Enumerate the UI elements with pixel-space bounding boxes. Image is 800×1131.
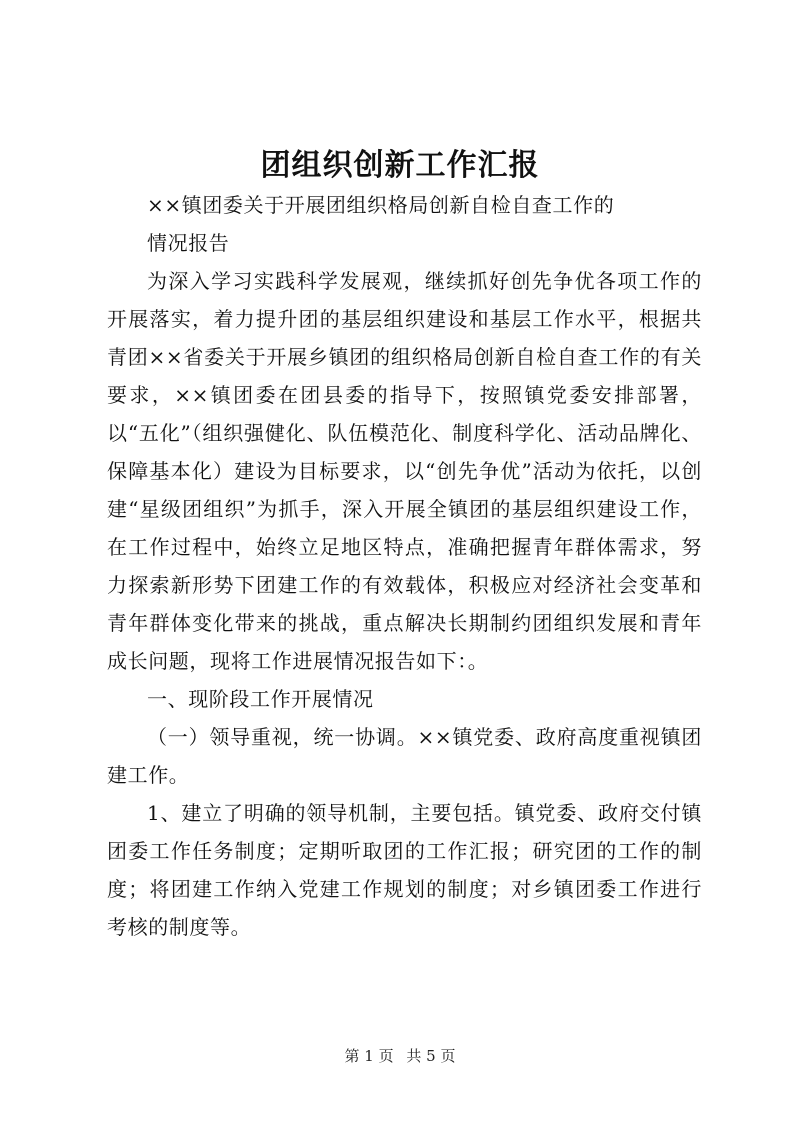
intro-paragraph: 为深入学习实践科学发展观，继续抓好创先争优各项工作的开展落实，着力提升团的基层组织建设和基层工作水平，根据共青团××省委关于开展乡镇团的组织格局创新自检自查工作的有关要求，××镇团委在团县委的指导下，按照镇党委安排部署，以“五化”（组织强健化、队伍模范化、制度科学化、活动品牌化、保障基本化）建设为目标要求，以“创先争优”活动为依托，以创建“星级团组织”为抓手，深入开展全镇团的基层组织建设工作，在工作过程中，始终立足地区特点，准确把握青年群体需求，努力探索新形势下团建工作的有效载体，积极应对经济社会变革和青年群体变化带来的挑战，重点解决长期制约团组织发展和青年成长问题，现将工作进展情况报告如下：。 (107, 269, 702, 673)
page-footer (0, 1045, 800, 1066)
section-heading: 一、现阶段工作开展情况 (147, 687, 374, 711)
page-total: 共 5 页 (406, 1047, 456, 1065)
document-title: 团组织创新工作汇报 (260, 148, 540, 183)
report-heading-line-1: ××镇团委关于开展团组织格局创新自检自查工作的 (147, 193, 615, 217)
document-body (107, 186, 702, 946)
item-paragraph: 1、建立了明确的领导机制，主要包括。镇党委、政府交付镇团委工作任务制度；定期听取团的工作汇报；研究团的工作的制度；将团建工作纳入党建工作规划的制度；对乡镇团委工作进行考核的制度等。 (107, 801, 702, 939)
page-number: 第 1 页 (344, 1047, 394, 1065)
report-heading-line-2: 情况报告 (147, 231, 230, 255)
subsection-paragraph: （一）领导重视，统一协调。××镇党委、政府高度重视镇团建工作。 (107, 725, 702, 787)
